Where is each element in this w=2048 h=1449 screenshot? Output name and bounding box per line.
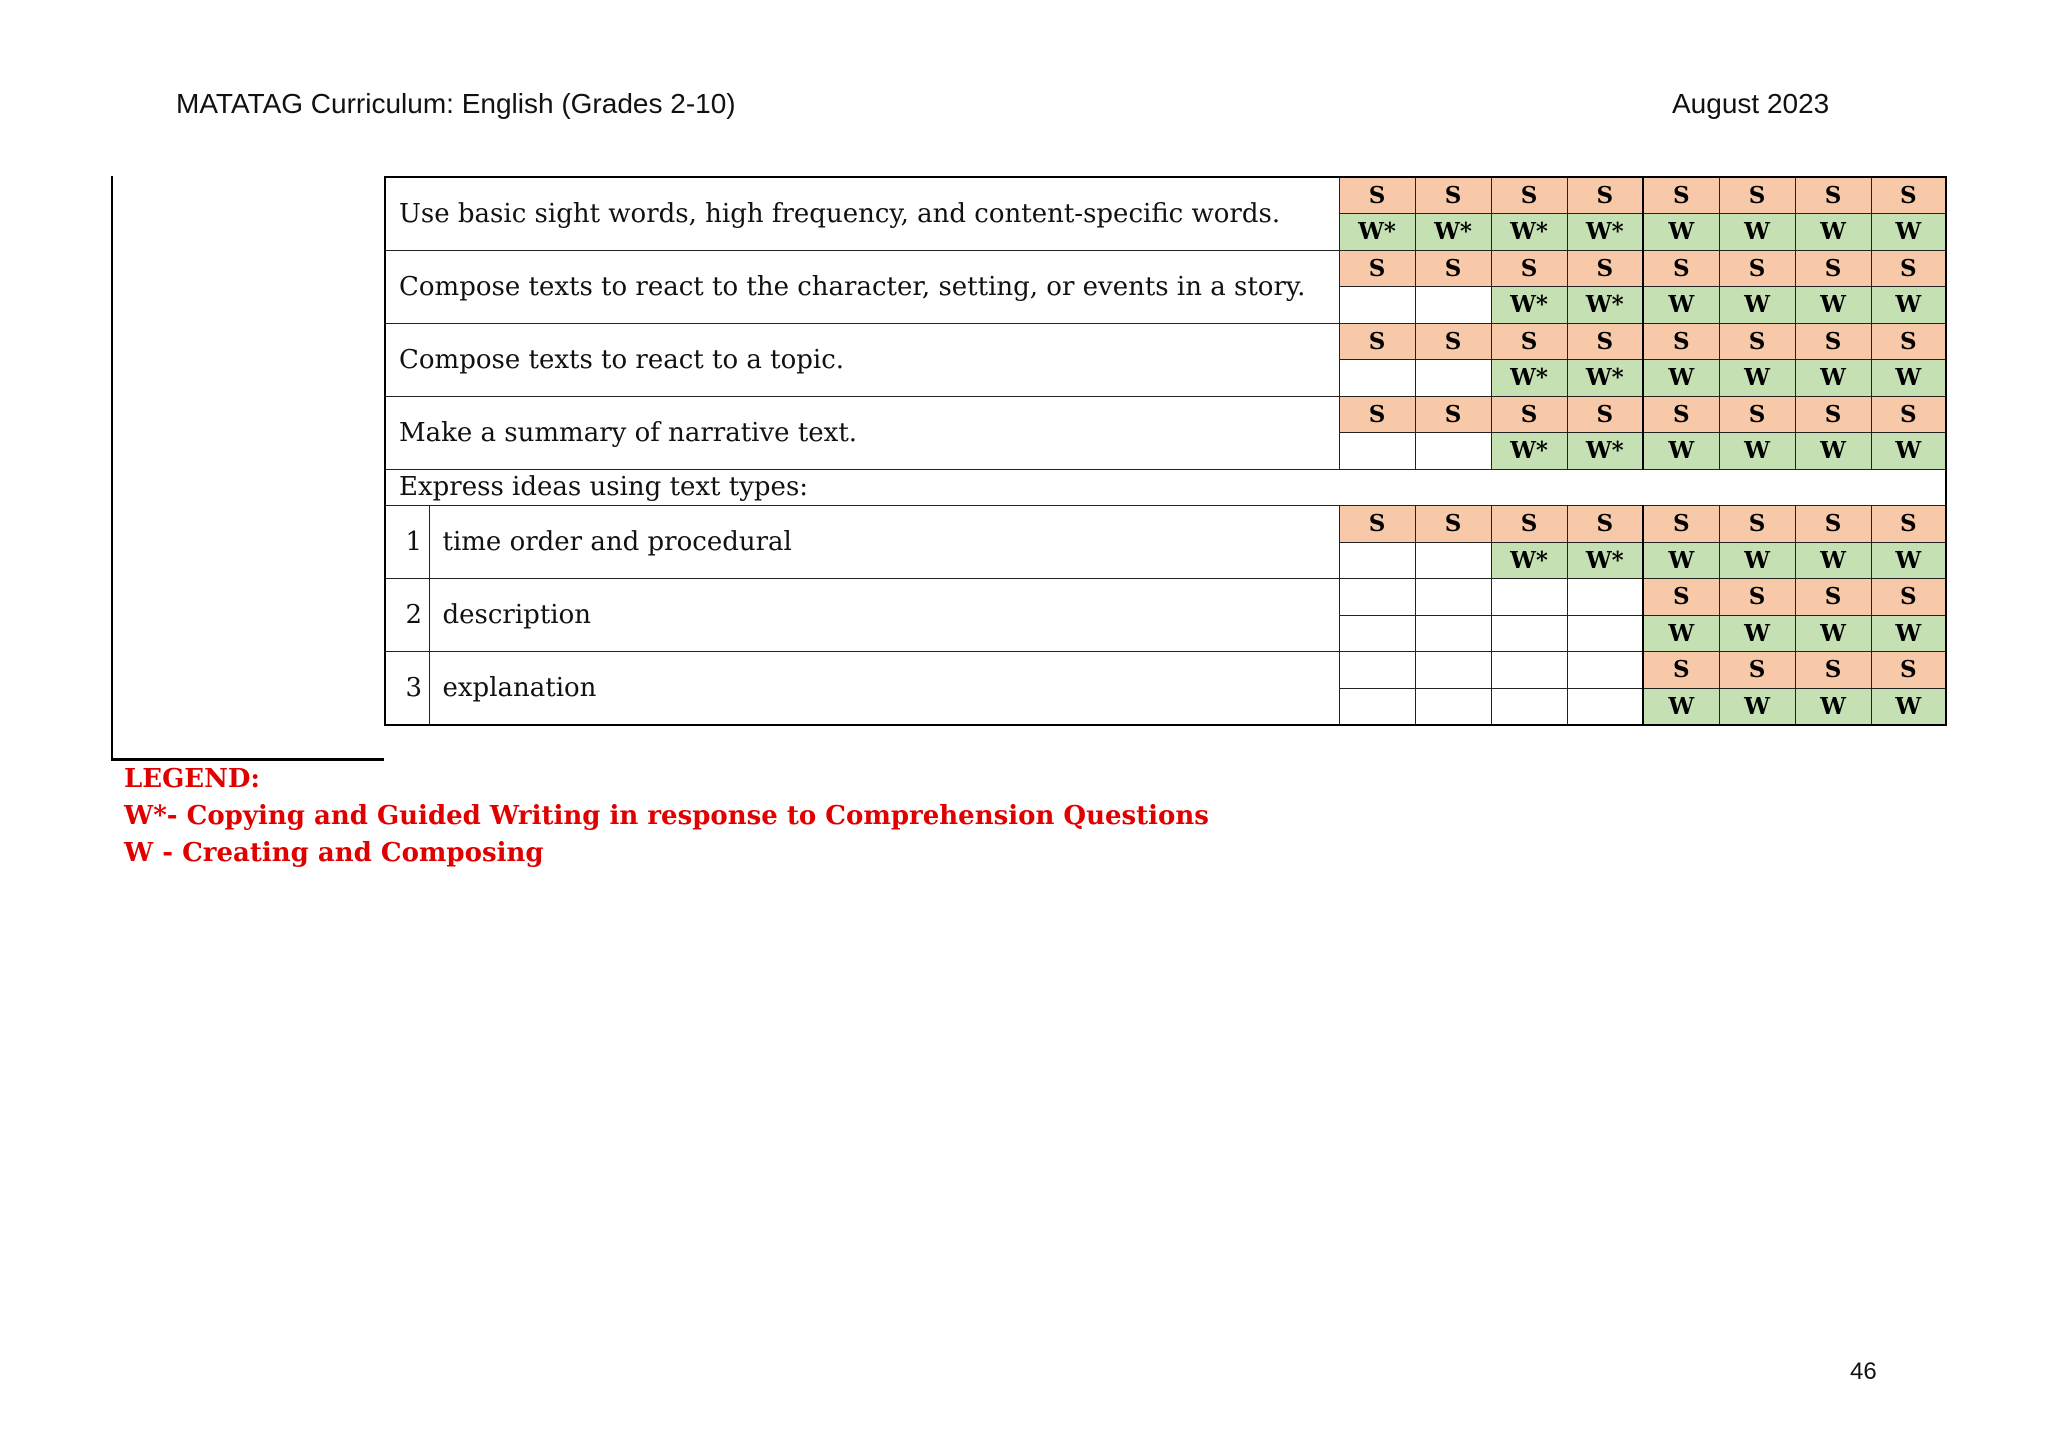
empty-cell	[1415, 579, 1491, 616]
empty-cell	[1567, 688, 1643, 725]
speaking-mark: S	[1719, 250, 1795, 287]
speaking-mark: S	[1567, 323, 1643, 360]
empty-cell	[1415, 433, 1491, 470]
speaking-mark: S	[1491, 396, 1567, 433]
speaking-mark: S	[1567, 396, 1643, 433]
competency-text: Use basic sight words, high frequency, and content-specific words.	[385, 177, 1339, 250]
speaking-mark: S	[1795, 652, 1871, 689]
speaking-mark: S	[1339, 250, 1415, 287]
table-left-column	[111, 176, 384, 761]
empty-cell	[1567, 615, 1643, 652]
table-row	[385, 396, 1946, 433]
writing-mark: W*	[1567, 214, 1643, 251]
writing-mark: W	[1795, 615, 1871, 652]
speaking-mark: S	[1415, 506, 1491, 543]
speaking-mark: S	[1491, 323, 1567, 360]
competency-text: Compose texts to react to the character, setting, or events in a story.	[385, 250, 1339, 323]
speaking-mark: S	[1415, 250, 1491, 287]
empty-cell	[1491, 579, 1567, 616]
writing-mark: W	[1871, 542, 1946, 579]
writing-mark: W*	[1491, 542, 1567, 579]
table-row	[385, 506, 1946, 543]
speaking-mark: S	[1643, 177, 1719, 214]
speaking-mark: S	[1795, 396, 1871, 433]
writing-mark: W	[1871, 287, 1946, 324]
empty-cell	[1491, 688, 1567, 725]
document-date: August 2023	[1672, 88, 1830, 119]
speaking-mark: S	[1643, 250, 1719, 287]
writing-mark: W	[1795, 287, 1871, 324]
writing-mark: W*	[1567, 360, 1643, 397]
writing-mark: W*	[1415, 214, 1491, 251]
speaking-mark: S	[1795, 250, 1871, 287]
speaking-mark: S	[1643, 396, 1719, 433]
speaking-mark: S	[1871, 177, 1946, 214]
writing-mark: W*	[1567, 433, 1643, 470]
competency-text: Compose texts to react to a topic.	[385, 323, 1339, 396]
writing-mark: W	[1643, 287, 1719, 324]
speaking-mark: S	[1339, 177, 1415, 214]
writing-mark: W	[1871, 688, 1946, 725]
writing-mark: W*	[1491, 433, 1567, 470]
empty-cell	[1415, 542, 1491, 579]
speaking-mark: S	[1339, 506, 1415, 543]
empty-cell	[1567, 652, 1643, 689]
writing-mark: W	[1643, 542, 1719, 579]
speaking-mark: S	[1871, 323, 1946, 360]
speaking-mark: S	[1415, 396, 1491, 433]
writing-mark: W*	[1491, 360, 1567, 397]
text-type: time order and procedural	[429, 506, 1339, 579]
speaking-mark: S	[1643, 323, 1719, 360]
speaking-mark: S	[1567, 177, 1643, 214]
empty-cell	[1567, 579, 1643, 616]
empty-cell	[1415, 287, 1491, 324]
speaking-mark: S	[1719, 396, 1795, 433]
speaking-mark: S	[1567, 506, 1643, 543]
page-number: 46	[1850, 1358, 1877, 1385]
empty-cell	[1339, 542, 1415, 579]
writing-mark: W	[1643, 433, 1719, 470]
empty-cell	[1415, 360, 1491, 397]
text-type: description	[429, 579, 1339, 652]
table-row	[385, 652, 1946, 689]
empty-cell	[1415, 652, 1491, 689]
writing-mark: W	[1795, 542, 1871, 579]
legend-item-w: W - Creating and Composing	[124, 838, 544, 868]
group-heading-row	[385, 469, 1946, 506]
writing-mark: W	[1719, 542, 1795, 579]
writing-mark: W	[1795, 688, 1871, 725]
writing-mark: W	[1719, 360, 1795, 397]
writing-mark: W*	[1491, 287, 1567, 324]
writing-mark: W	[1871, 214, 1946, 251]
group-heading: Express ideas using text types:	[385, 469, 1946, 506]
speaking-mark: S	[1643, 506, 1719, 543]
competency-table	[384, 176, 1947, 726]
writing-mark: W	[1871, 360, 1946, 397]
writing-mark: W	[1795, 433, 1871, 470]
speaking-mark: S	[1871, 250, 1946, 287]
writing-mark: W	[1719, 287, 1795, 324]
speaking-mark: S	[1719, 506, 1795, 543]
table-row	[385, 250, 1946, 287]
empty-cell	[1339, 652, 1415, 689]
empty-cell	[1339, 615, 1415, 652]
item-number: 2	[385, 579, 429, 652]
speaking-mark: S	[1491, 250, 1567, 287]
table-row	[385, 177, 1946, 214]
writing-mark: W	[1795, 360, 1871, 397]
legend-title: LEGEND:	[124, 764, 261, 794]
speaking-mark: S	[1795, 323, 1871, 360]
table-row	[385, 579, 1946, 616]
writing-mark: W	[1643, 360, 1719, 397]
speaking-mark: S	[1643, 579, 1719, 616]
speaking-mark: S	[1339, 396, 1415, 433]
empty-cell	[1339, 360, 1415, 397]
empty-cell	[1339, 688, 1415, 725]
speaking-mark: S	[1643, 652, 1719, 689]
writing-mark: W*	[1567, 542, 1643, 579]
speaking-mark: S	[1567, 250, 1643, 287]
text-type: explanation	[429, 652, 1339, 725]
empty-cell	[1339, 433, 1415, 470]
speaking-mark: S	[1415, 177, 1491, 214]
empty-cell	[1491, 652, 1567, 689]
speaking-mark: S	[1871, 506, 1946, 543]
writing-mark: W*	[1339, 214, 1415, 251]
speaking-mark: S	[1871, 396, 1946, 433]
speaking-mark: S	[1719, 177, 1795, 214]
empty-cell	[1415, 615, 1491, 652]
item-number: 3	[385, 652, 429, 725]
speaking-mark: S	[1339, 323, 1415, 360]
speaking-mark: S	[1795, 177, 1871, 214]
writing-mark: W	[1871, 433, 1946, 470]
empty-cell	[1415, 688, 1491, 725]
writing-mark: W	[1719, 688, 1795, 725]
empty-cell	[1491, 615, 1567, 652]
writing-mark: W	[1871, 615, 1946, 652]
writing-mark: W*	[1567, 287, 1643, 324]
empty-cell	[1339, 579, 1415, 616]
speaking-mark: S	[1719, 579, 1795, 616]
speaking-mark: S	[1719, 652, 1795, 689]
writing-mark: W	[1643, 688, 1719, 725]
competency-text: Make a summary of narrative text.	[385, 396, 1339, 469]
writing-mark: W	[1643, 615, 1719, 652]
table-row	[385, 323, 1946, 360]
empty-cell	[1339, 287, 1415, 324]
writing-mark: W*	[1491, 214, 1567, 251]
writing-mark: W	[1795, 214, 1871, 251]
speaking-mark: S	[1491, 506, 1567, 543]
speaking-mark: S	[1415, 323, 1491, 360]
writing-mark: W	[1719, 433, 1795, 470]
speaking-mark: S	[1795, 579, 1871, 616]
writing-mark: W	[1643, 214, 1719, 251]
item-number: 1	[385, 506, 429, 579]
writing-mark: W	[1719, 615, 1795, 652]
writing-mark: W	[1719, 214, 1795, 251]
speaking-mark: S	[1871, 652, 1946, 689]
document-title: MATATAG Curriculum: English (Grades 2-10)	[176, 88, 736, 119]
speaking-mark: S	[1491, 177, 1567, 214]
speaking-mark: S	[1795, 506, 1871, 543]
speaking-mark: S	[1719, 323, 1795, 360]
legend-item-w-star: W*- Copying and Guided Writing in response to Comprehension Questions	[124, 801, 1209, 831]
speaking-mark: S	[1871, 579, 1946, 616]
